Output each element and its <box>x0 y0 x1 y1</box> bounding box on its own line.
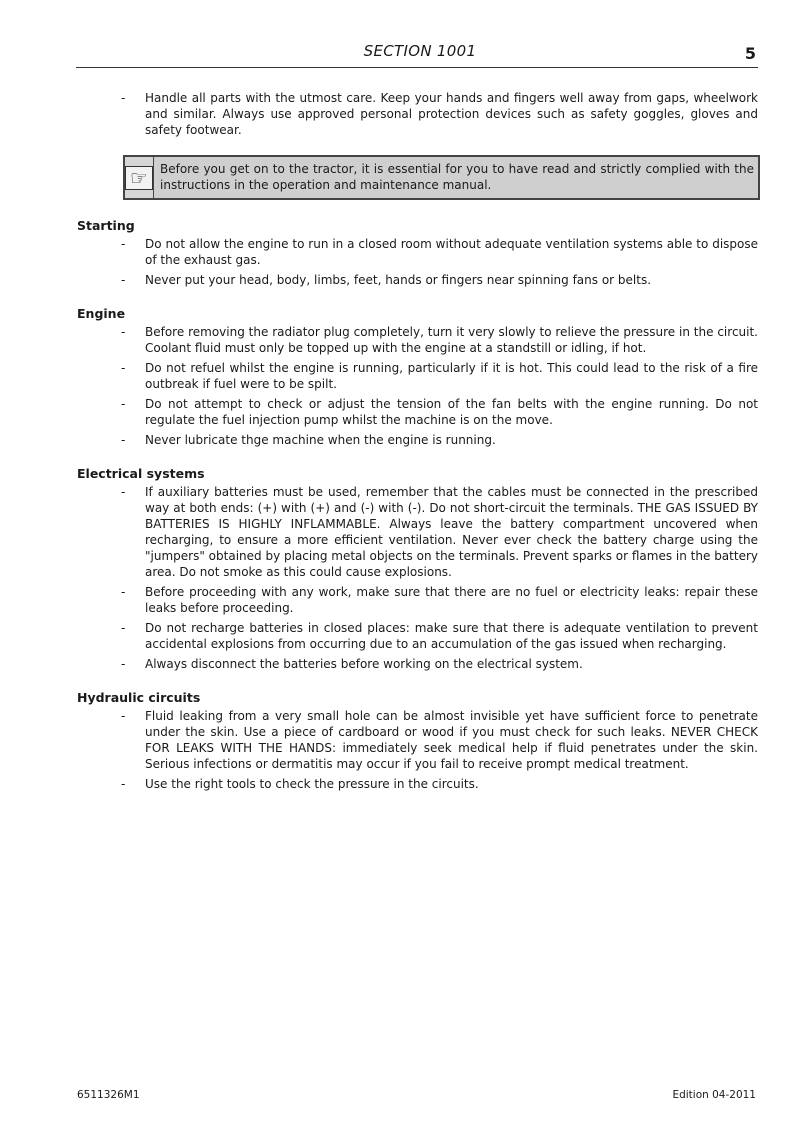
dash-marker: - <box>121 485 126 499</box>
list-item <box>77 360 758 392</box>
dash-marker: - <box>121 433 126 447</box>
list-item <box>77 656 758 672</box>
dash-marker: - <box>121 777 126 791</box>
list-item <box>77 584 758 616</box>
dash-marker: - <box>121 621 126 635</box>
list-item <box>77 90 758 138</box>
intro-list <box>77 90 758 138</box>
section-heading: Hydraulic circuits <box>77 690 201 705</box>
list-item-text: Do not allow the engine to run in a closed room without adequate ventilation systems able to dispose of the exhaust gas. <box>145 237 758 267</box>
pointing-hand-icon: ☞ <box>125 166 153 190</box>
list-item <box>77 620 758 652</box>
dash-marker: - <box>121 657 126 671</box>
list-item-text: Never put your head, body, limbs, feet, hands or fingers near spinning fans or belts. <box>145 273 652 287</box>
dash-marker: - <box>121 237 126 251</box>
dash-marker: - <box>121 361 126 375</box>
document-code: 6511326M1 <box>77 1089 140 1101</box>
list-item-text: Fluid leaking from a very small hole can be almost invisible yet have sufficient force to penetrate under the skin. Use a piece of cardboard or wood if you must check for such leaks. NEVER CHECK FOR LEAKS WITH THE HANDS: immediately seek medical help if fluid penetrates under the skin. Serious infections or dermatitis may occur if you fail to receive prompt medical treatment. <box>145 709 758 771</box>
dash-marker: - <box>121 709 126 723</box>
list-item <box>77 272 758 288</box>
header-divider <box>76 67 758 68</box>
note-text: Before you get on to the tractor, it is essential for you to have read and strictly complied with the instructions in the operation and maintenance manual. <box>160 162 754 192</box>
dash-marker: - <box>121 397 126 411</box>
list-item <box>77 396 758 428</box>
section-electrical-systems <box>77 466 758 672</box>
page-content <box>77 90 758 796</box>
list-item-text: Before proceeding with any work, make sure that there are no fuel or electricity leaks: repair these leaks before proceeding. <box>145 585 758 615</box>
list-item-text: If auxiliary batteries must be used, remember that the cables must be connected in the prescribed way at both ends: (+) with (+) and (-) with (-). Do not short-circuit the terminals. THE GAS ISSUED BY BATTERIES IS HIGHLY INFLAMMABLE. Always leave the battery compartment uncovered when recharging, to ensure a more efficient ventilation. Never ever check the battery charge using the "jumpers" obtained by placing metal objects on the terminals. Prevent sparks or flames in the battery area. Do not smoke as this could cause explosions. <box>145 485 758 579</box>
section-starting <box>77 218 758 288</box>
dash-marker: - <box>121 273 126 287</box>
list-item-text: Do not attempt to check or adjust the tension of the fan belts with the engine running. Do not regulate the fuel injection pump whilst the machine is on the move. <box>145 397 758 427</box>
list-item <box>77 484 758 580</box>
list-item-text: Before removing the radiator plug completely, turn it very slowly to relieve the pressure in the circuit. Coolant fluid must only be topped up with the engine at a standstill or idling, if hot. <box>145 325 758 355</box>
list-item <box>77 236 758 268</box>
list-item-text: Use the right tools to check the pressure in the circuits. <box>145 777 479 791</box>
list-item <box>77 324 758 356</box>
section-list <box>77 708 758 792</box>
list-item <box>77 708 758 772</box>
page-number: 5 <box>744 44 756 63</box>
list-item-text: Do not refuel whilst the engine is running, particularly if it is hot. This could lead to the risk of a fire outbreak if fuel were to be spilt. <box>145 361 758 391</box>
list-item <box>77 776 758 792</box>
section-heading: Electrical systems <box>77 466 205 481</box>
dash-marker: - <box>121 325 126 339</box>
dash-marker: - <box>121 585 126 599</box>
section-list <box>77 484 758 672</box>
section-hydraulic-circuits <box>77 690 758 792</box>
list-item-text: Do not recharge batteries in closed places: make sure that there is adequate ventilation to prevent accidental explosions from occurring due to an accumulation of the gas issued when recharging. <box>145 621 758 651</box>
edition-label: Edition 04-2011 <box>672 1089 756 1101</box>
section-title: SECTION 1001 <box>363 42 477 60</box>
section-heading: Starting <box>77 218 135 233</box>
dash-marker: - <box>121 91 126 105</box>
list-item-text: Always disconnect the batteries before working on the electrical system. <box>145 657 583 671</box>
section-engine <box>77 306 758 448</box>
section-list <box>77 324 758 448</box>
list-item-text: Never lubricate thge machine when the engine is running. <box>145 433 496 447</box>
list-item-text: Handle all parts with the utmost care. Keep your hands and fingers well away from gaps, wheelwork and similar. Always use approved personal protection devices such as safety goggles, gloves and safety footwear. <box>145 91 758 137</box>
note-icon-cell <box>125 157 154 198</box>
section-list <box>77 236 758 288</box>
section-heading: Engine <box>77 306 126 321</box>
note-box <box>123 155 760 200</box>
list-item <box>77 432 758 448</box>
